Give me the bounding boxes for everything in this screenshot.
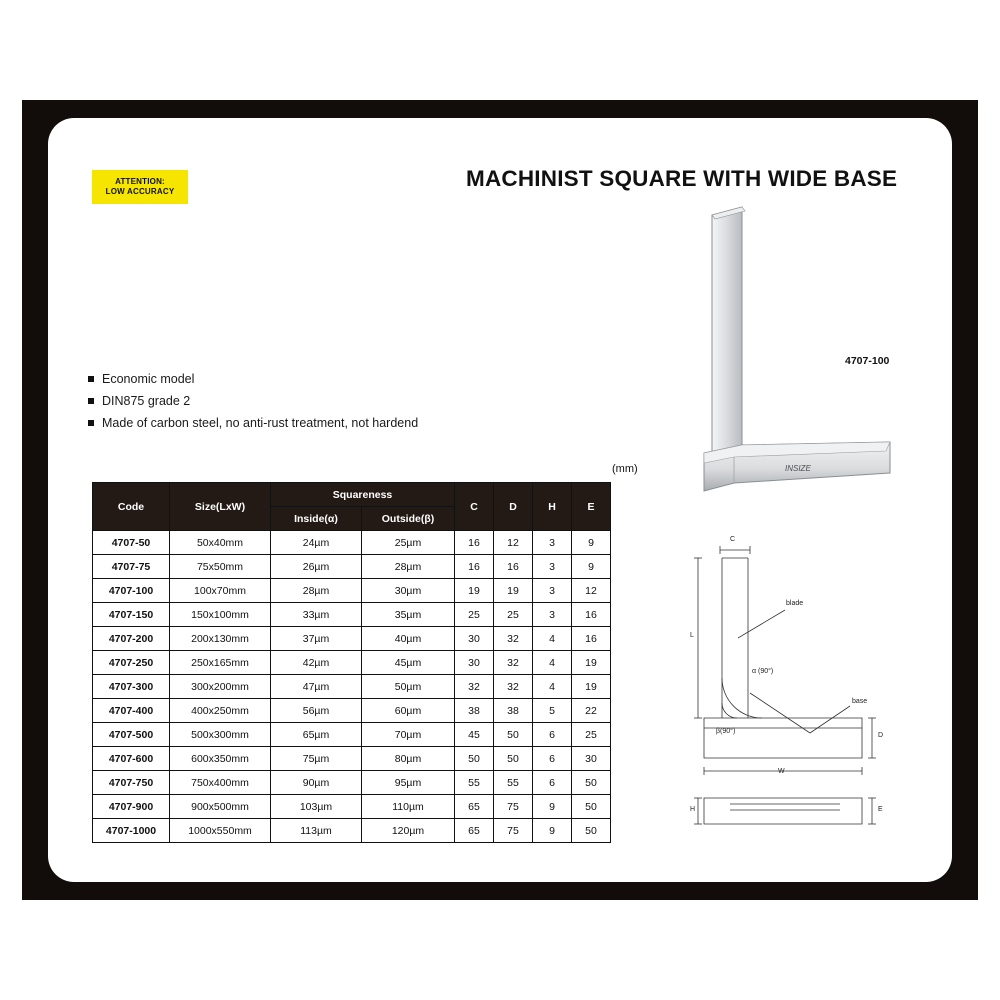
cell-d: 50 <box>494 747 533 771</box>
cell-size: 400x250mm <box>170 699 271 723</box>
cell-c: 30 <box>455 651 494 675</box>
table-row <box>93 579 611 603</box>
cell-h: 4 <box>533 627 572 651</box>
cell-h: 6 <box>533 747 572 771</box>
cell-d: 38 <box>494 699 533 723</box>
cell-h: 9 <box>533 795 572 819</box>
dim-label-l: L <box>690 632 694 639</box>
cell-e: 25 <box>572 723 611 747</box>
page-title: MACHINIST SQUARE WITH WIDE BASE <box>466 166 898 191</box>
cell-e: 9 <box>572 531 611 555</box>
bullet-square-icon <box>88 398 94 404</box>
cell-size: 750x400mm <box>170 771 271 795</box>
cell-d: 32 <box>494 627 533 651</box>
th-outside: Outside(β) <box>362 507 455 531</box>
list-item <box>88 394 548 408</box>
cell-inside: 90µm <box>271 771 362 795</box>
cell-h: 3 <box>533 531 572 555</box>
cell-inside: 47µm <box>271 675 362 699</box>
feature-text: Economic model <box>102 372 195 386</box>
technical-drawing <box>690 528 920 848</box>
cell-e: 12 <box>572 579 611 603</box>
cell-c: 38 <box>455 699 494 723</box>
cell-e: 30 <box>572 747 611 771</box>
cell-outside: 28µm <box>362 555 455 579</box>
dimension-diagram-svg <box>690 528 920 848</box>
table-row <box>93 555 611 579</box>
dim-label-d: D <box>878 732 884 739</box>
feature-text: Made of carbon steel, no anti-rust treatment, not hardend <box>102 416 419 430</box>
cell-outside: 45µm <box>362 651 455 675</box>
dim-label-w: W <box>778 768 785 775</box>
cell-e: 16 <box>572 627 611 651</box>
cell-code: 4707-250 <box>93 651 170 675</box>
cell-d: 55 <box>494 771 533 795</box>
bullet-square-icon <box>88 420 94 426</box>
attention-line1: ATTENTION: <box>115 177 165 186</box>
cell-d: 19 <box>494 579 533 603</box>
cell-e: 16 <box>572 603 611 627</box>
cell-d: 32 <box>494 651 533 675</box>
cell-c: 16 <box>455 531 494 555</box>
table-row <box>93 675 611 699</box>
cell-inside: 24µm <box>271 531 362 555</box>
cell-code: 4707-150 <box>93 603 170 627</box>
label-beta-angle: β(90°) <box>716 728 736 735</box>
cell-c: 32 <box>455 675 494 699</box>
cell-outside: 50µm <box>362 675 455 699</box>
label-alpha-angle: α (90°) <box>752 668 774 675</box>
dim-label-e: E <box>878 806 883 813</box>
table-row <box>93 795 611 819</box>
feature-text: DIN875 grade 2 <box>102 394 191 408</box>
cell-outside: 25µm <box>362 531 455 555</box>
cell-inside: 42µm <box>271 651 362 675</box>
cell-outside: 40µm <box>362 627 455 651</box>
list-item <box>88 372 548 386</box>
cell-d: 12 <box>494 531 533 555</box>
cell-h: 5 <box>533 699 572 723</box>
dim-label-h: H <box>690 806 696 813</box>
cell-c: 50 <box>455 747 494 771</box>
unit-note: (mm) <box>612 463 638 475</box>
attention-badge <box>92 170 188 204</box>
cell-outside: 60µm <box>362 699 455 723</box>
cell-outside: 35µm <box>362 603 455 627</box>
table-header-row-1 <box>93 483 611 507</box>
table-header <box>93 483 611 531</box>
attention-line2: LOW ACCURACY <box>105 187 175 196</box>
cell-c: 65 <box>455 795 494 819</box>
cell-size: 300x200mm <box>170 675 271 699</box>
cell-h: 3 <box>533 555 572 579</box>
cell-h: 3 <box>533 603 572 627</box>
cell-inside: 113µm <box>271 819 362 843</box>
th-h: H <box>533 483 572 531</box>
cell-d: 25 <box>494 603 533 627</box>
cell-inside: 56µm <box>271 699 362 723</box>
cell-h: 3 <box>533 579 572 603</box>
product-part-code: 4707-100 <box>845 355 890 367</box>
cell-h: 9 <box>533 819 572 843</box>
th-inside: Inside(α) <box>271 507 362 531</box>
cell-code: 4707-400 <box>93 699 170 723</box>
cell-inside: 75µm <box>271 747 362 771</box>
cell-d: 75 <box>494 795 533 819</box>
th-d: D <box>494 483 533 531</box>
cell-code: 4707-1000 <box>93 819 170 843</box>
table-row <box>93 723 611 747</box>
cell-inside: 65µm <box>271 723 362 747</box>
cell-e: 9 <box>572 555 611 579</box>
cell-e: 50 <box>572 771 611 795</box>
label-base: base <box>852 698 868 705</box>
table-row <box>93 819 611 843</box>
table-row <box>93 747 611 771</box>
dim-label-c: C <box>730 536 736 543</box>
cell-code: 4707-75 <box>93 555 170 579</box>
cell-outside: 120µm <box>362 819 455 843</box>
th-c: C <box>455 483 494 531</box>
cell-size: 150x100mm <box>170 603 271 627</box>
cell-c: 25 <box>455 603 494 627</box>
table-row <box>93 771 611 795</box>
cell-d: 75 <box>494 819 533 843</box>
table-row <box>93 531 611 555</box>
feature-list <box>88 372 548 438</box>
cell-outside: 70µm <box>362 723 455 747</box>
th-size: Size(LxW) <box>170 483 271 531</box>
cell-size: 250x165mm <box>170 651 271 675</box>
cell-size: 500x300mm <box>170 723 271 747</box>
th-squareness: Squareness <box>271 483 455 507</box>
cell-code: 4707-200 <box>93 627 170 651</box>
cell-h: 6 <box>533 771 572 795</box>
table-row <box>93 699 611 723</box>
cell-inside: 28µm <box>271 579 362 603</box>
cell-c: 30 <box>455 627 494 651</box>
bullet-square-icon <box>88 376 94 382</box>
cell-outside: 80µm <box>362 747 455 771</box>
table-row <box>93 603 611 627</box>
cell-inside: 37µm <box>271 627 362 651</box>
cell-h: 4 <box>533 651 572 675</box>
specification-table <box>92 482 611 843</box>
cell-code: 4707-900 <box>93 795 170 819</box>
th-e: E <box>572 483 611 531</box>
list-item <box>88 416 548 430</box>
cell-size: 100x70mm <box>170 579 271 603</box>
table-row <box>93 627 611 651</box>
cell-e: 19 <box>572 675 611 699</box>
cell-size: 75x50mm <box>170 555 271 579</box>
cell-code: 4707-50 <box>93 531 170 555</box>
cell-c: 45 <box>455 723 494 747</box>
cell-h: 6 <box>533 723 572 747</box>
cell-code: 4707-600 <box>93 747 170 771</box>
cell-e: 50 <box>572 819 611 843</box>
cell-size: 200x130mm <box>170 627 271 651</box>
cell-inside: 26µm <box>271 555 362 579</box>
table-body <box>93 531 611 843</box>
cell-e: 50 <box>572 795 611 819</box>
label-blade: blade <box>786 600 804 607</box>
table-row <box>93 651 611 675</box>
cell-code: 4707-100 <box>93 579 170 603</box>
cell-c: 16 <box>455 555 494 579</box>
cell-outside: 95µm <box>362 771 455 795</box>
cell-h: 4 <box>533 675 572 699</box>
cell-size: 1000x550mm <box>170 819 271 843</box>
cell-code: 4707-750 <box>93 771 170 795</box>
cell-code: 4707-500 <box>93 723 170 747</box>
svg-text:INSIZE: INSIZE <box>785 464 811 473</box>
cell-size: 50x40mm <box>170 531 271 555</box>
cell-code: 4707-300 <box>93 675 170 699</box>
cell-outside: 110µm <box>362 795 455 819</box>
cell-c: 55 <box>455 771 494 795</box>
cell-size: 900x500mm <box>170 795 271 819</box>
cell-d: 50 <box>494 723 533 747</box>
cell-c: 65 <box>455 819 494 843</box>
cell-d: 16 <box>494 555 533 579</box>
cell-e: 22 <box>572 699 611 723</box>
cell-c: 19 <box>455 579 494 603</box>
cell-d: 32 <box>494 675 533 699</box>
cell-size: 600x350mm <box>170 747 271 771</box>
cell-inside: 33µm <box>271 603 362 627</box>
cell-outside: 30µm <box>362 579 455 603</box>
cell-e: 19 <box>572 651 611 675</box>
cell-inside: 103µm <box>271 795 362 819</box>
th-code: Code <box>93 483 170 531</box>
